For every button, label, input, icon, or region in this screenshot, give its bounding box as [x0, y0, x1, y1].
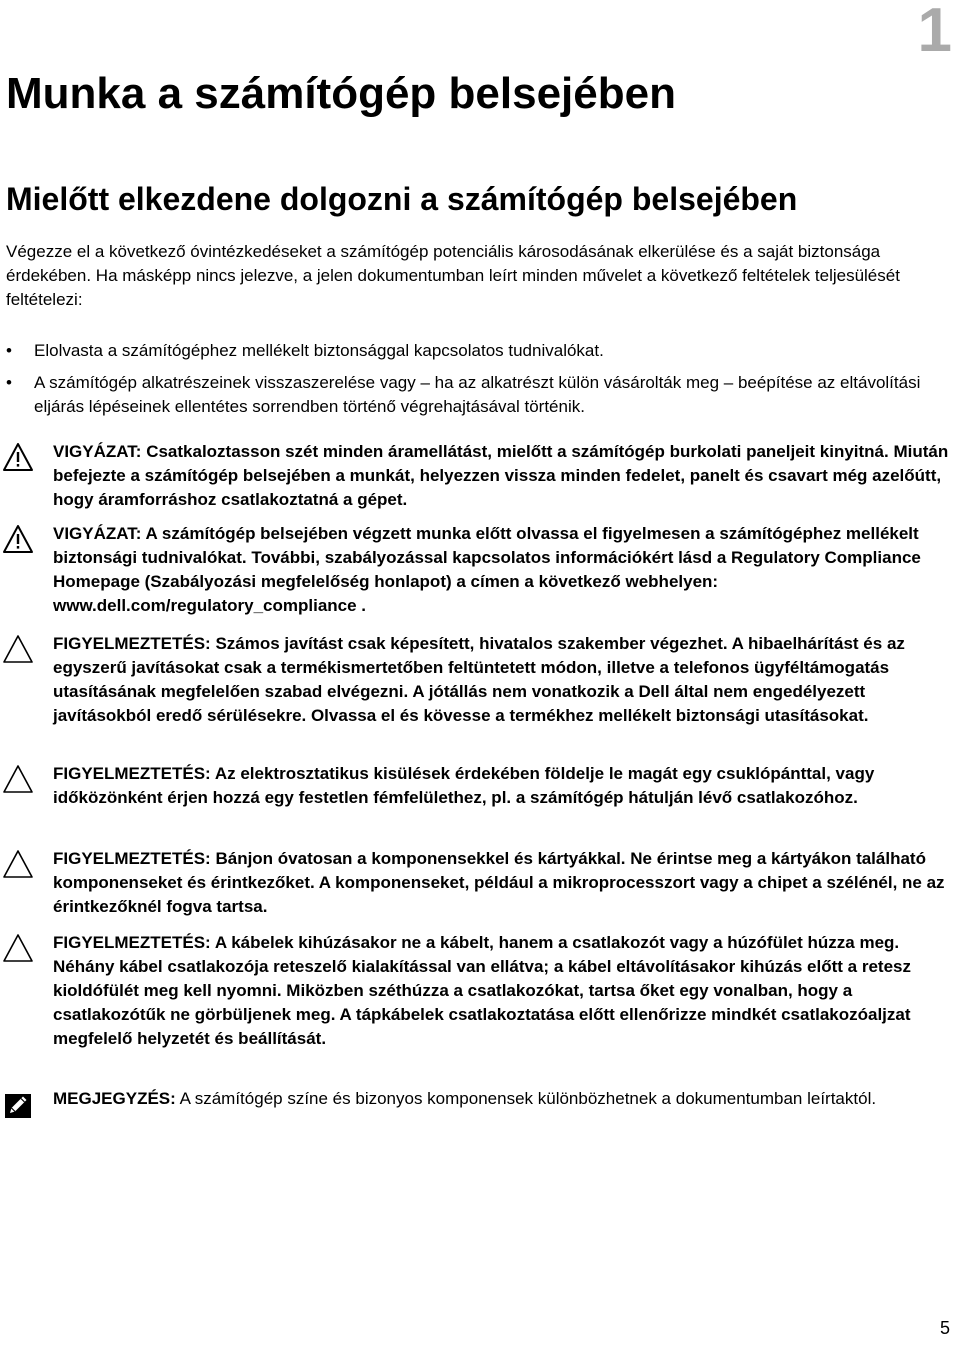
notice-text: [53, 1087, 958, 1111]
notice-text: [53, 847, 958, 919]
notice-label: FIGYELMEZTETÉS:: [53, 634, 211, 653]
notice-text: [53, 632, 958, 728]
notice-body: A kábelek kihúzásakor ne a kábelt, hanem a csatlakozót vagy a húzófület húzza meg. Néhány kábel csatlakozója reteszelő kialakítással van ellátva; a kábel eltávolításakor kihúzás előtt a retesz kioldófülét meg kell nyomni. Miközben széthúzza a csatlakozókat, tartsa őket egy vonalban, hogy a csatlakozótűk ne görbüljenek meg. A tápkábelek csatlakoztatása előtt ellenőrizze mindkét csatlakozóaljzat megfelelő helyzetét és beállítását.: [53, 933, 911, 1048]
notice-label: FIGYELMEZTETÉS:: [53, 933, 211, 952]
page-number: 5: [939, 1318, 950, 1338]
notice-text: [53, 762, 958, 810]
notice-label: MEGJEGYZÉS:: [53, 1089, 176, 1108]
list-item-text: A számítógép alkatrészeinek visszaszerelése vagy – ha az alkatrészt külön vásárolták meg – beépítése az eltávolítási eljárás lépéseinek ellentétes sorrendben történő végrehajtásával történik.: [34, 373, 921, 416]
notice-label: VIGYÁZAT:: [53, 442, 142, 461]
notice-text: [53, 931, 958, 1051]
precondition-list: [6, 339, 950, 427]
notice-label: VIGYÁZAT:: [53, 524, 142, 543]
intro-paragraph: Végezze el a következő óvintézkedéseket a számítógép potenciális károsodásának elkerülése és a saját biztonsága érdekében. Ha másképp nincs jelezve, a jelen dokumentumban leírt minden művelet a következő feltételek teljesülését feltételezi:: [6, 242, 900, 309]
warning-triangle-icon: [2, 849, 34, 879]
list-item: • Elolvasta a számítógéphez mellékelt biztonsággal kapcsolatos tudnivalókat.: [6, 341, 604, 360]
chapter-number: 1: [917, 0, 952, 65]
caution-triangle-icon: [2, 442, 34, 472]
warning-triangle-icon: [2, 764, 34, 794]
notice-body: Az elektrosztatikus kisülések érdekében földelje le magát egy csuklópánttal, vagy időközönként érjen hozzá egy festetlen fémfelülethez, pl. a számítógép hátulján lévő csatlakozóhoz.: [53, 764, 875, 807]
notice-body: A számítógép belsejében végzett munka előtt olvassa el figyelmesen a számítógéphez mellékelt biztonsági tudnivalókat. További, szabályozással kapcsolatos információkért lásd a Regulatory Compliance Homepage (Szabályozási megfelelőség honlapot) a címen a következő webhelyen: www.dell.com/regulatory_compliance .: [53, 524, 921, 615]
notice-label: FIGYELMEZTETÉS:: [53, 764, 211, 783]
notice-body: Bánjon óvatosan a komponensekkel és kártyákkal. Ne érintse meg a kártyákon található komponenseket és érintkezőket. A komponenseket, például a mikroprocesszort vagy a chipet a szélénél, ne az érintkezőknél fogva tartsa.: [53, 849, 945, 916]
notice-body: Számos javítást csak képesített, hivatalos szakember végezhet. A hibaelhárítást és az egyszerű javításokat csak a termékismertetőben feltüntetett módon, illetve a telefonos ügyféltámogatás utasításának megfelelően szabad elvégezni. A jótállás nem vonatkozik a Dell által nem engedélyezett javításokból eredő sérülésekre. Olvassa el és kövesse a termékhez mellékelt biztonsági utasításokat.: [53, 634, 905, 725]
warning-triangle-icon: [2, 634, 34, 664]
list-item-text: Elolvasta a számítógéphez mellékelt biztonsággal kapcsolatos tudnivalókat.: [34, 341, 604, 360]
notice-body: Csatkaloztasson szét minden áramellátást, mielőtt a számítógép burkolati paneljeit kinyitná. Miután befejezte a számítógép belsejében a munkát, helyezzen vissza minden fedelet, panelt és csavart még azelőútt, hogy áramforráshoz csatlakoztatná a gépet.: [53, 442, 949, 509]
notice-text: [53, 522, 958, 618]
notice-body: A számítógép színe és bizonyos komponensek különbözhetnek a dokumentumban leírtaktól.: [175, 1089, 877, 1108]
warning-triangle-icon: [2, 933, 34, 963]
note-pencil-icon: [2, 1091, 34, 1121]
notice-label: FIGYELMEZTETÉS:: [53, 849, 211, 868]
notice-text: [53, 440, 958, 512]
list-item: • A számítógép alkatrészeinek visszaszerelése vagy – ha az alkatrészt külön vásárolták meg – beépítése az eltávolítási eljárás lépéseinek ellentétes sorrendben történő végrehajtásával történik.: [6, 373, 921, 416]
section-title: Mielőtt elkezdene dolgozni a számítógép belsejében: [6, 181, 798, 217]
caution-triangle-icon: [2, 524, 34, 554]
chapter-title: Munka a számítógép belsejében: [6, 69, 676, 118]
